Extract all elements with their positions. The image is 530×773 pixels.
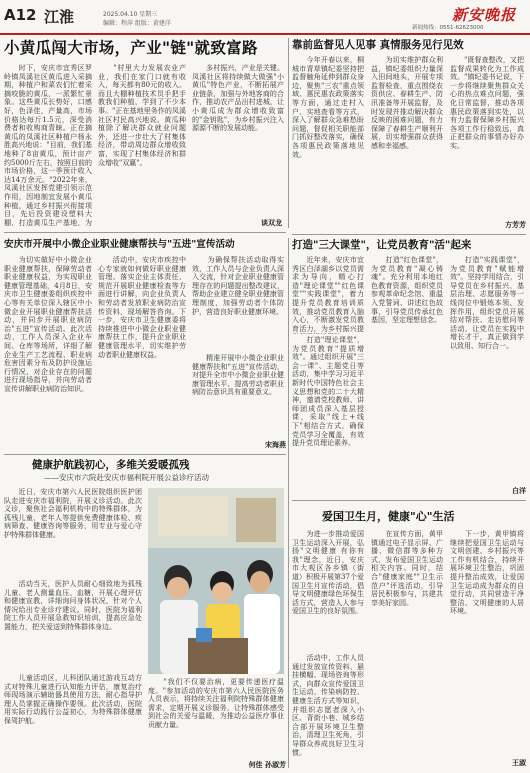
issue-date: 2025.04.10 星期三 (103, 11, 158, 18)
article-title: 靠前监督见人见事 真情服务见行见效 (292, 39, 464, 51)
article-column-2: 活动中，安庆市疾控中心专家就如何做好职业健康管理、落实企业主体责任、规范开展职业健康检查等方面进行讲解，向企业负责人和劳动者发放职业病防治宣传资料，现场解答咨询。下一步，安庆市卫生健康委将持续推进中小微企业职业健康帮扶工作，提升企业职业健康管理水平，切实维护劳动者职业健康权益。 (98, 256, 186, 359)
article-column-1: 为进一步推动爱国卫生运动深入开展，弘扬"文明健康 有你有我"理念，近日，安庆市大观区各乡镇（街道）积极开展第37个爱国卫生月宣传活动，倡导文明健康绿色环保生活方式，营造人人参与爱国卫生的良好氛围。 (292, 530, 364, 616)
hotline: 新闻热线：0551-62623000 (412, 25, 484, 31)
article-column-2: 在宣传方面，黄甲镇通过电子显示屏、广播、微信群等多种方式，发布爱国卫生运动相关内容。同时，结合"健康家庭""卫生示范户"评选活动，引导居民积极参与，共建共享美好家园。 (371, 530, 443, 607)
section-divider (4, 454, 286, 455)
article-column-2: 为切实维护群众利益，镇纪委组织力量深入田间地头，开展专项监督检查，重点围绕农资供应、春耕生产、防汛准备等开展监督，及时发现并推动解决群众反映的困难问题，有力保障了春耕生产顺利开展，切实增强群众获得感和幸福感。 (371, 56, 443, 150)
byline: 白洋 (509, 486, 526, 496)
editors-line: 编辑：程萍 组版：黄建洋 (103, 20, 171, 27)
article-title: 小黄瓜闯大市场，产业"链"就致富路 (4, 38, 258, 57)
article-column-1: 近年来，安庆市宜秀区白泽湖乡以党员需求为导向，精心打造"理论课堂""红色课堂""实践课堂"，着力提升党员教育培训质效，推动党员教育入脑入心，不断激发党员教育活力，为乡村振兴提 (292, 256, 364, 333)
article-column-1c: 儿童活动区，儿科团队通过游戏互动方式对特殊儿童进行认知能力评估，康复治疗师现场演示辅助器具使用方法，耐心指导护理人员掌握正确操作要领。此次活动，医院用实际行动践行公益初心，为特殊群体健康保驾护航。 (4, 674, 142, 725)
article-column-1: 近日，安庆市第六人民医院组织医护团队走进安庆市福利院，开展义诊活动。此次义诊，聚焦社会福利机构中的特殊群体，为孤残儿童、老年人等提供免费健康体检、疾病筛查、健康咨询等服务，用专业与爱心守护特殊群体健康。 (4, 488, 142, 539)
article-column-3: 下一步，黄甲镇将继续把爱国卫生运动与文明创建、乡村振兴等工作有机结合，持续开展环境卫生整治，巩固提升整治成效，让爱国卫生运动成为群众的自觉行动，共同营造干净整洁、文明健康的人居环境。 (450, 530, 524, 616)
byline: 方芳芳 (502, 220, 526, 230)
care-article (4, 458, 286, 770)
article-subtitle: ——安庆市六院赴安庆市福利院开展公益诊疗活动 (44, 473, 209, 482)
section-divider (292, 234, 526, 235)
masthead (0, 0, 530, 34)
article-title: 爱国卫生月，健康"心"生活 (322, 510, 455, 523)
article-column-2: 打造"红色课堂"，为党员教育"凝心铸魂"。充分利用本地红色教育资源，组织党员参观革命纪念馆、重温入党誓词、讲述红色故事，引导党员传承红色基因，坚定理想信念。 (371, 256, 443, 325)
party-education-article (292, 238, 526, 496)
article-column-3b: 精准开展中小微企业职业健康帮扶和"五进"宣传活动，对提升全市中小微企业职业健康管理水平、提高劳动者职业病防治意识具有重要意义。 (192, 354, 284, 397)
newspaper-logo: 新安晚报 (452, 6, 517, 24)
section-name: 江淮 (44, 8, 75, 26)
article-column-1: 时下，安庆市宜秀区罗岭镇凤溪社区黄瓜进入采摘期，种植户和菜农们忙着采摘咬脆的黄瓜，一派繁忙景象。这些黄瓜长势好，口感好，色泽佳，产量高，市场价格达每斤1.5元，深受消费者和收购商青睐。正在摘黄瓜的凤溪社区种植户杨永胜高兴地说："目前，我们基地种了8亩黄瓜，预计亩产约5000斤左右，按照目前的市场价格，这一季预计收入达14万余元。"2022年来，凤溪社区发挥党建引领示范作用，因地制宜发展小黄瓜种植，通过乡村振兴衔接项目，先后投资建设塑料大棚，打造黄瓜生产基地，为 (4, 64, 92, 226)
supervision-article (292, 38, 526, 230)
event-photo-image (148, 488, 284, 674)
byline: 宋海燕 (262, 440, 286, 450)
column-divider (288, 238, 289, 768)
article-title: 安庆市开展中小微企业职业健康帮扶与"五进"宣传活动 (4, 239, 235, 250)
article-column-1: 为切实做好中小微企业职业健康帮扶，保障劳动者职业健康权益，为实现职业健康管理基础，4月8日，安庆市卫生健康委组织疾控中心等有关单位深入辖区中小微企业开展职业健康帮扶活动，并同步开展职业病防治"五进"宣传活动。此次活动，工作人员深入企业车间、仓库等场所，详细了解企业生产工艺流程、职业病危害因素分布及防护设施运行情况，对企业存在的问题进行现场指导，并向劳动者宣传讲解职业病防治知识。 (4, 256, 92, 393)
section-divider (4, 232, 286, 233)
masthead-rule (0, 33, 530, 35)
occupational-health-article (4, 238, 286, 450)
section-divider (292, 500, 526, 501)
article-title: 打造"三大课堂"，让党员教育"活"起来 (292, 239, 472, 251)
article-column-1b: 活动当天，医护人员耐心细致地为孤残儿童、老人测量血压、血糖，开展心理评估和健康宣教，详细询问身体状况，针对个人情况给出专业诊疗建议。同时，医院为福利院工作人员开展急救知识培训，提高应急处置能力，把关爱送到特殊群体身边。 (4, 580, 142, 631)
article-column-2: "村里大力发展农业产业，我们在家门口就有收入，每天都有80元的收入。而且大棚种植技术员手把手教我们种植，学到了不少本事。"正在基地里务作的凤溪社区村民高兴地说。黄瓜种植除了解决群众就业问题外，还进一步壮大了村集体经济，带动周边群众增收致富，实现了村集体经济和群众增收"双赢"。 (98, 64, 186, 167)
article-title: 健康护航践初心，多维关爱暖孤残 (32, 459, 190, 471)
article-column-3: 多村振兴，产业是关键。凤溪社区将持续做大做强"小黄瓜"特色产业，不断拓展产业链条，加强与外地客商的合作，推动农产品出村进城，让小黄瓜成为群众增收致富的"金钥匙"，为乡村振兴注入源源不断的发展动能。 (192, 64, 284, 133)
event-photo (148, 488, 284, 674)
byline: 谈双龙 (258, 218, 282, 228)
patriotic-health-article (292, 506, 526, 768)
lead-article (4, 38, 286, 228)
article-column-3: "既督查整改，又把监督成果转化为工作成效。"镇纪委书记说，下一步将继续聚焦群众关心的热点难点问题，强化日常监督，推动各项惠民政策落到实处，以有力监督保障乡村振兴各项工作行稳致远，真正把群众的事情办好办实。 (450, 56, 524, 150)
page-number: A12 (4, 6, 37, 24)
article-column-1b: 打造"理论课堂"，为党员教育"提质增效"。通过组织开展"三会一课"、主题党日等活动，集中学习习近平新时代中国特色社会主义思想和党的二十大精神，邀请党校教师、讲师团成员深入基层授课，采取"线上+线下"相结合方式，确保党员学习全覆盖，有效提升党员理论素养。 (292, 336, 364, 448)
article-column-1b: 活动中，工作人员通过发放宣传资料、悬挂横幅、现场咨询等形式，向群众宣传爱国卫生运动、传染病防控、健康生活方式等知识，并组织志愿者深入小区、背街小巷、城乡结合部开展环境卫生整治，清理卫生死角，引导群众养成良好卫生习惯。 (292, 654, 364, 757)
article-column-3a: 为确保帮扶活动取得实效，工作人员与企业负责人深入交流，针对企业职业健康管理存在的问题提出整改建议，帮助企业建立健全职业健康管理制度，加强劳动者个体防护，营造良好职业健康环境。 (192, 256, 284, 316)
column-divider (288, 38, 289, 228)
byline: 何佳 孙淑芳 (246, 760, 286, 770)
article-column-3: 打造"实践课堂"，为党员教育"赋能增效"。坚持学用结合，引导党员在乡村振兴、基层治理、志愿服务等一线岗位中锻炼本领、发挥作用，组织党员开展结对帮扶、走访慰问等活动，让党员在实践中增长才干，真正做到学以致用、知行合一。 (450, 256, 524, 350)
article-column-1: 今年开春以来，桐城市青草镇纪委坚持把监督触角延伸到群众身边，聚焦"三农"重点领域、惠民惠农政策落实等方面，通过走村入户、实地查看等方式，深入了解群众急难愁盼问题，督促相关职能部门抓好整改落实，确保各项惠民政策落地见效。 (292, 56, 364, 159)
article-column-2: "我们不仅要治病，更要传递医疗温度。"参加活动的安庆市第六人民医院医务人员表示，将持续关注福利院特殊群体健康需求，定期开展义诊服务，让特殊群体感受到社会的关爱与温暖，为推动公益医疗事业贡献力量。 (148, 678, 284, 729)
byline: 王淑 (509, 758, 526, 768)
